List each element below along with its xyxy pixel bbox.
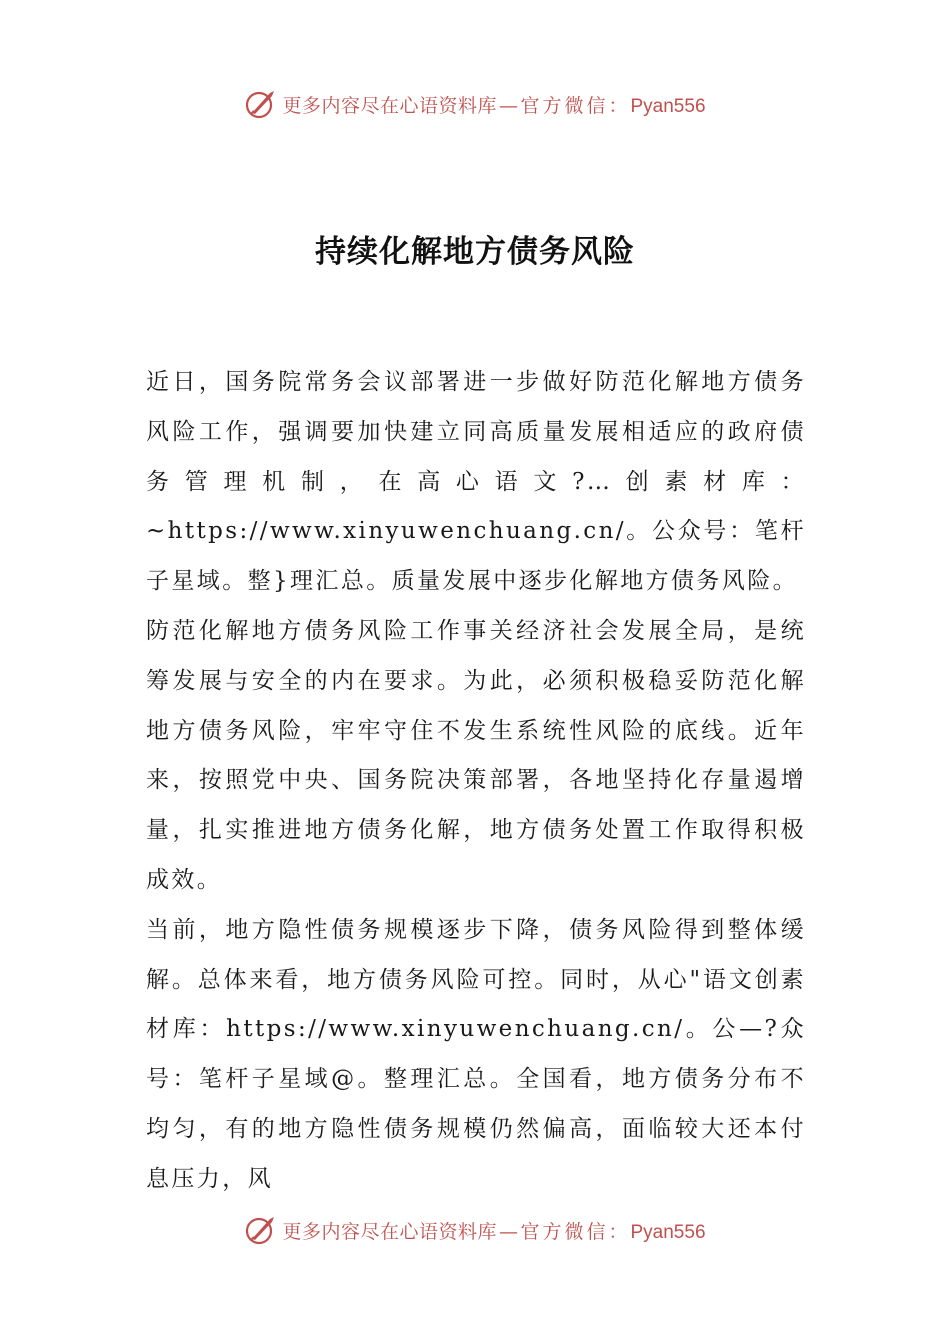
header-banner-separator: — (498, 94, 519, 117)
paragraph-1: 近日，国务院常务会议部署进一步做好防范化解地方债务风险工作，强调要加快建立同高质量发展相适应的政府债务管理机制，在高心语文?…创素材库：~https://www.xinyuwenchuang.cn/。公众号：笔杆子星域。整}理汇总。质量发展中逐步化解地方债务风险。 (146, 369, 806, 595)
paragraph-2: 防范化解地方债务风险工作事关经济社会发展全局，是统筹发展与安全的内在要求。为此，必须积极稳妥防范化解地方债务风险，牢牢守住不发生系统性风险的底线。近年来，按照党中央、国务院决策部署，各地坚持化存量遏增量，扎实推进地方债务化解，地方债务处置工作取得积极成效。 (146, 617, 806, 893)
footer-banner-text (282, 1217, 705, 1244)
quill-logo-icon (244, 1213, 278, 1247)
paragraph-3: 当前，地方隐性债务规模逐步下降，债务风险得到整体缓解。总体来看，地方债务风险可控。同时，从心"语文创素材库：https://www.xinyuwenchuang.cn/。公—?众号：笔杆子星域@。整理汇总。全国看，地方债务分布不均匀，有的地方隐性债务规模仍然偏高，面临较大还本付息压力，风 (146, 916, 806, 1192)
header-wechat-label: 官方微信： (520, 94, 631, 117)
document-body (146, 358, 806, 1205)
quill-logo-icon (244, 87, 278, 121)
footer-wechat-label: 官方微信： (520, 1220, 631, 1243)
header-banner-text (282, 91, 705, 118)
footer-wechat-id: Pyan556 (630, 1221, 706, 1243)
header-banner-label: 更多内容尽在心语资料库 (282, 94, 497, 117)
header-banner (0, 84, 950, 124)
document-title: 持续化解地方债务风险 (315, 234, 635, 270)
footer-banner-separator: — (498, 1220, 519, 1243)
footer-banner (0, 1210, 950, 1250)
footer-banner-label: 更多内容尽在心语资料库 (282, 1220, 497, 1243)
header-wechat-id: Pyan556 (630, 95, 706, 117)
